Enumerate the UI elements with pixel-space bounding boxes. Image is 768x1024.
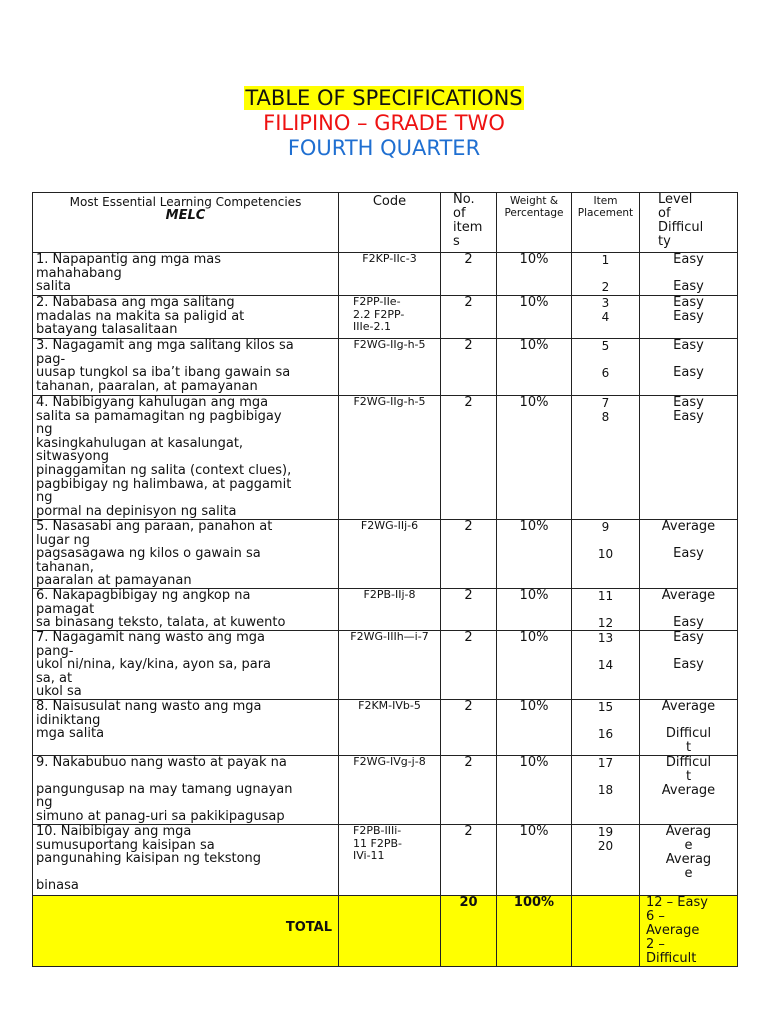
competency-cell: 1. Napapantig ang mga mas mahahabang salita: [33, 253, 339, 296]
level-cell: Easy Easy: [640, 396, 738, 520]
document-quarter: FOURTH QUARTER: [287, 136, 481, 160]
competency-cell: 7. Nagagamit nang wasto ang mga pang- ukol ni/nina, kay/kina, ayon sa, para sa, at ukol sa: [33, 631, 339, 700]
level-cell: Easy Easy: [640, 339, 738, 396]
header-melc: MELC: [165, 208, 206, 223]
total-code: [339, 896, 441, 967]
items-cell: 2: [441, 589, 497, 631]
weight-cell: 10%: [497, 520, 572, 589]
code-cell: F2WG-IIg-h-5: [339, 396, 441, 520]
items-cell: 2: [441, 253, 497, 296]
weight-cell: 10%: [497, 756, 572, 825]
items-cell: 2: [441, 396, 497, 520]
weight-cell: 10%: [497, 253, 572, 296]
header-items: No. of item s: [441, 193, 497, 253]
weight-cell: 10%: [497, 631, 572, 700]
code-cell: F2KP-IIc-3: [339, 253, 441, 296]
code-cell: F2WG-IIj-6: [339, 520, 441, 589]
header-weight: Weight & Percentage: [497, 193, 572, 253]
placement-cell: 17 18: [572, 756, 640, 825]
total-placement: [572, 896, 640, 967]
weight-cell: 10%: [497, 589, 572, 631]
document-title: TABLE OF SPECIFICATIONS: [245, 86, 523, 110]
table-row: [33, 396, 738, 520]
code-cell: F2PB-IIj-8: [339, 589, 441, 631]
weight-cell: 10%: [497, 825, 572, 896]
total-items: 20: [441, 896, 497, 967]
header-placement: Item Placement: [572, 193, 640, 253]
competency-cell: 5. Nasasabi ang paraan, panahon at lugar ng pagsasagawa ng kilos o gawain sa tahanan, paaralan at pamayanan: [33, 520, 339, 589]
competency-cell: 3. Nagagamit ang mga salitang kilos sa pag- uusap tungkol sa iba’t ibang gawain sa tahanan, paaralan, at pamayanan: [33, 339, 339, 396]
placement-cell: 5 6: [572, 339, 640, 396]
placement-cell: 19 20: [572, 825, 640, 896]
table-row: [33, 253, 738, 296]
placement-cell: 9 10: [572, 520, 640, 589]
code-cell: F2PB-IIIi- 11 F2PB- IVi-11: [339, 825, 441, 896]
total-level: 12 – Easy 6 – Average 2 – Difficult: [640, 896, 738, 967]
header-code: Code: [339, 193, 441, 253]
level-cell: Average Difficul t: [640, 700, 738, 756]
competency-cell: 4. Nabibigyang kahulugan ang mga salita sa pamamagitan ng pagbibigay ng kasingkahulugan at kasalungat, sitwasyong pinaggamitan ng salita (context clues), pagbibigay ng halimbawa, at paggamit ng pormal na depinisyon ng salita: [33, 396, 339, 520]
table-row: [33, 520, 738, 589]
code-cell: F2WG-IIIh—i-7: [339, 631, 441, 700]
level-cell: Averag e Averag e: [640, 825, 738, 896]
level-cell: Easy Easy: [640, 253, 738, 296]
specifications-table: [32, 192, 738, 967]
total-weight: 100%: [497, 896, 572, 967]
document-subject: FILIPINO – GRADE TWO: [263, 111, 505, 135]
competency-cell: 9. Nakabubuo nang wasto at payak na pangungusap na may tamang ugnayan ng simuno at panag-uri sa pakikipagusap: [33, 756, 339, 825]
weight-cell: 10%: [497, 339, 572, 396]
table-row: [33, 700, 738, 756]
items-cell: 2: [441, 700, 497, 756]
placement-cell: 1 2: [572, 253, 640, 296]
header-level: Level of Difficul ty: [640, 193, 738, 253]
items-cell: 2: [441, 339, 497, 396]
items-cell: 2: [441, 631, 497, 700]
title-block: [0, 86, 768, 161]
code-cell: F2WG-IVg-j-8: [339, 756, 441, 825]
items-cell: 2: [441, 825, 497, 896]
level-cell: Average Easy: [640, 589, 738, 631]
table-row: [33, 825, 738, 896]
competency-cell: 2. Nababasa ang mga salitang madalas na makita sa paligid at batayang talasalitaan: [33, 296, 339, 339]
weight-cell: 10%: [497, 700, 572, 756]
table-row: [33, 339, 738, 396]
code-cell: F2KM-IVb-5: [339, 700, 441, 756]
items-cell: 2: [441, 756, 497, 825]
placement-cell: 11 12: [572, 589, 640, 631]
items-cell: 2: [441, 296, 497, 339]
total-row: [33, 896, 738, 967]
competency-cell: 10. Naibibigay ang mga sumusuportang kaisipan sa pangunahing kaisipan ng tekstong binasa: [33, 825, 339, 896]
weight-cell: 10%: [497, 296, 572, 339]
placement-cell: 13 14: [572, 631, 640, 700]
level-cell: Average Easy: [640, 520, 738, 589]
table-row: [33, 756, 738, 825]
total-label: TOTAL: [33, 896, 339, 967]
level-cell: Easy Easy: [640, 296, 738, 339]
items-cell: 2: [441, 520, 497, 589]
placement-cell: 15 16: [572, 700, 640, 756]
competency-cell: 8. Naisusulat nang wasto ang mga idiniktang mga salita: [33, 700, 339, 756]
header-competency: Most Essential Learning Competencies MELC: [33, 193, 339, 253]
table-row: [33, 296, 738, 339]
placement-cell: 7 8: [572, 396, 640, 520]
code-cell: F2WG-IIg-h-5: [339, 339, 441, 396]
level-cell: Difficul t Average: [640, 756, 738, 825]
competency-cell: 6. Nakapagbibigay ng angkop na pamagat sa binasang teksto, talata, at kuwento: [33, 589, 339, 631]
placement-cell: 3 4: [572, 296, 640, 339]
table-row: [33, 631, 738, 700]
header-row: [33, 193, 738, 253]
table-body: [33, 253, 738, 896]
code-cell: F2PP-IIe- 2.2 F2PP- IIIe-2.1: [339, 296, 441, 339]
weight-cell: 10%: [497, 396, 572, 520]
table-row: [33, 589, 738, 631]
level-cell: Easy Easy: [640, 631, 738, 700]
